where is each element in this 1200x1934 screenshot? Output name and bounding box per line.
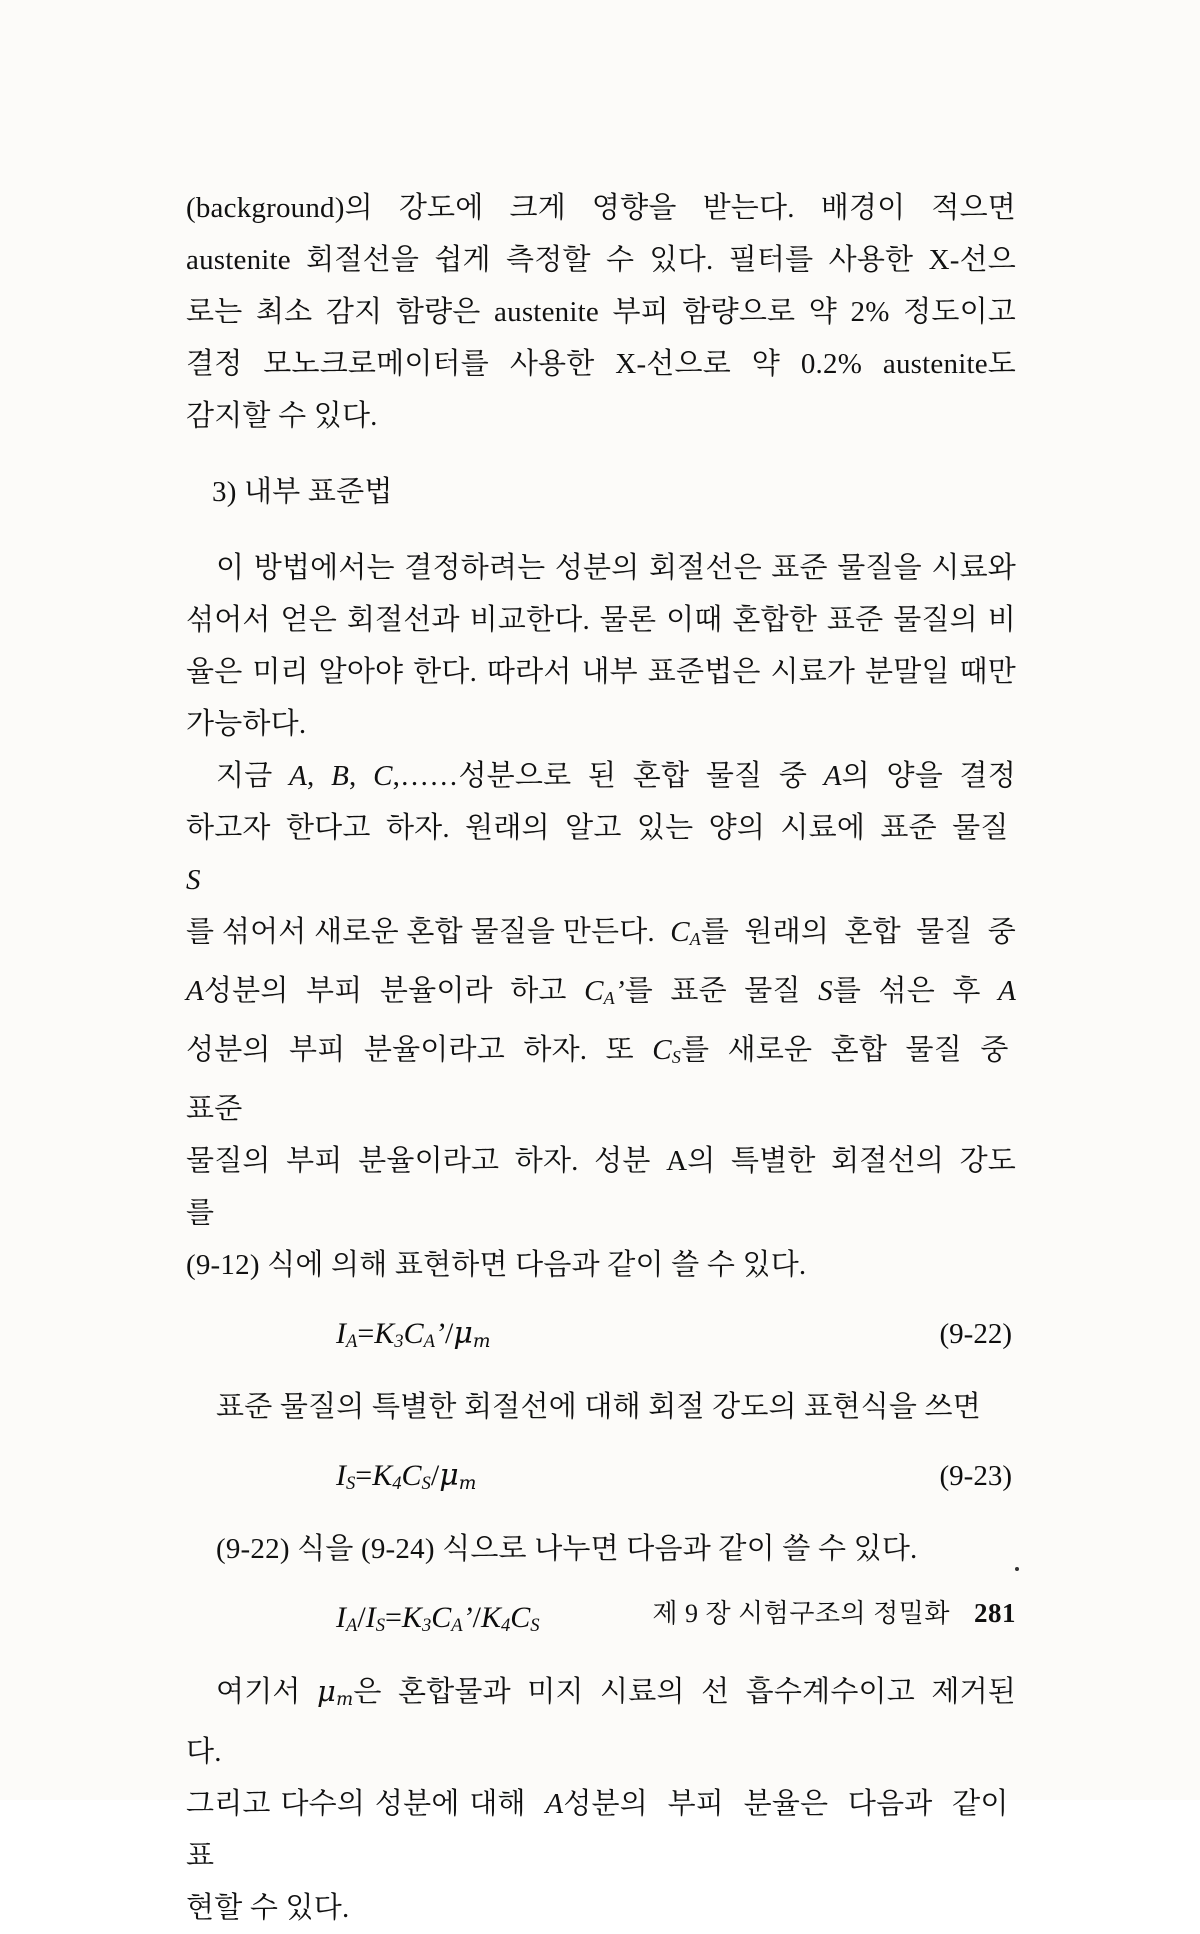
footer-chapter-title: 제 9 장 시험구조의 정밀화 — [652, 1599, 950, 1628]
paragraph-line: (9-12) 식에 의해 표현하면 다음과 같이 쓸 수 있다. — [186, 1248, 807, 1281]
paragraph-spacer — [186, 1575, 1016, 1589]
paragraph-line-math: 그리고 다수의 성분에 대해 A성분의 부피 분율은 다음과 같이 표 — [186, 1787, 1016, 1872]
math-symbol: $C_A$ — [670, 916, 701, 949]
paragraph-line-math: A성분의 부피 분율이라 하고 $C_A$’를 표준 물질 S를 섞은 후 A — [186, 974, 1016, 1008]
page-body — [186, 182, 1016, 1934]
equation-row — [186, 1447, 1016, 1509]
paragraph-line-math: 지금 A, B, C,……성분으로 된 혼합 물질 중 A의 양을 결정 — [216, 760, 1016, 792]
paragraph-line-math: 를 섞어서 새로운 혼합 물질을 만든다. $C_A$를 원래의 혼합 물질 중 — [186, 916, 1016, 949]
math-symbol: $C_S$ — [652, 1033, 681, 1067]
math-symbol: S — [186, 864, 201, 896]
paragraph-fragment: 를 섞어서 새로운 혼합 물질을 만든다. — [186, 916, 655, 948]
math-symbol: A — [186, 974, 204, 1007]
equation-expression: $I_A=K_3C_A’/\mu_m$ — [336, 1315, 491, 1352]
paragraph-line: 표준 물질의 특별한 회절선에 대해 회절 강도의 표현식을 쓰면 — [216, 1390, 981, 1423]
paragraph-line: austenite 회절선을 쉽게 측정할 수 있다. 필터를 사용한 X-선으 — [186, 244, 1016, 276]
paragraph-spacer — [186, 1291, 1016, 1305]
paragraph-spacer — [186, 442, 1016, 466]
paragraph-line: (9-22) 식을 (9-24) 식으로 나누면 다음과 같이 쓸 수 있다. — [216, 1532, 918, 1565]
paragraph-line-math: 여기서 $\mu_m$은 혼합물과 미지 시료의 선 흡수계수이고 제거된다. — [186, 1673, 1016, 1768]
footer-page-number: 281 — [974, 1598, 1016, 1628]
math-symbol: B — [331, 760, 349, 792]
paragraph-spacer — [186, 1367, 1016, 1381]
paragraph-line: 가능하다. — [186, 708, 307, 740]
paragraph-line-math: 물질의 부피 분율이라고 하자. 성분 A의 특별한 회절선의 강도를 — [186, 1144, 1016, 1229]
equation-number: (9-23) — [939, 1459, 1012, 1492]
paragraph-line: 현할 수 있다. — [186, 1891, 350, 1924]
math-symbol: S — [818, 974, 833, 1007]
equation-expression: $I_S=K_4C_S/\mu_m$ — [336, 1457, 477, 1494]
math-symbol: A — [545, 1787, 564, 1820]
paragraph-line: 이 방법에서는 결정하려는 성분의 회절선은 표준 물질을 시료와 — [216, 552, 1016, 584]
paragraph-line: 섞어서 얻은 회절선과 비교한다. 물론 이때 혼합한 표준 물질의 비 — [186, 604, 1016, 636]
paragraph-fragment: 그리고 다수의 성분에 대해 — [186, 1787, 526, 1820]
paragraph-line: (background)의 강도에 크게 영향을 받는다. 배경이 적으면 — [186, 192, 1016, 224]
equation-expression: $I_A/I_S=K_3C_A’/K_4C_S$ — [336, 1600, 540, 1636]
paragraph-spacer — [186, 518, 1016, 542]
math-symbol: A — [998, 974, 1016, 1007]
math-symbol: A — [823, 760, 842, 792]
math-symbol: C — [373, 760, 393, 792]
paragraph-line: 결정 모노크로메이터를 사용한 X-선으로 약 0.2% austenite도 — [186, 348, 1016, 380]
paragraph-spacer — [186, 1651, 1016, 1665]
stray-ink-mark — [1015, 1567, 1019, 1571]
paragraph-line-math: 하고자 한다고 하자. 원래의 알고 있는 양의 시료에 표준 물질 S — [186, 812, 1016, 896]
paragraph-line: 율은 미리 알아야 한다. 따라서 내부 표준법은 시료가 분말일 때만 — [186, 656, 1016, 688]
equation-number: (9-22) — [939, 1317, 1012, 1350]
paragraph-spacer — [186, 1433, 1016, 1447]
page-footer — [186, 1593, 1016, 1630]
paragraph-spacer — [186, 1509, 1016, 1523]
math-symbol: $C_A$’ — [584, 974, 625, 1008]
paragraph-line-math: 성분의 부피 분율이라고 하자. 또 $C_S$를 새로운 혼합 물질 중 표준 — [186, 1033, 1016, 1125]
section-heading: 3) 내부 표준법 — [212, 476, 393, 508]
math-symbol: A — [289, 760, 307, 792]
paragraph-line: 로는 최소 감지 함량은 austenite 부피 함량으로 약 2% 정도이고 — [186, 296, 1016, 328]
equation-row — [186, 1305, 1016, 1367]
paragraph-line: 감지할 수 있다. — [186, 400, 378, 432]
math-symbol: $\mu_m$ — [317, 1673, 354, 1710]
